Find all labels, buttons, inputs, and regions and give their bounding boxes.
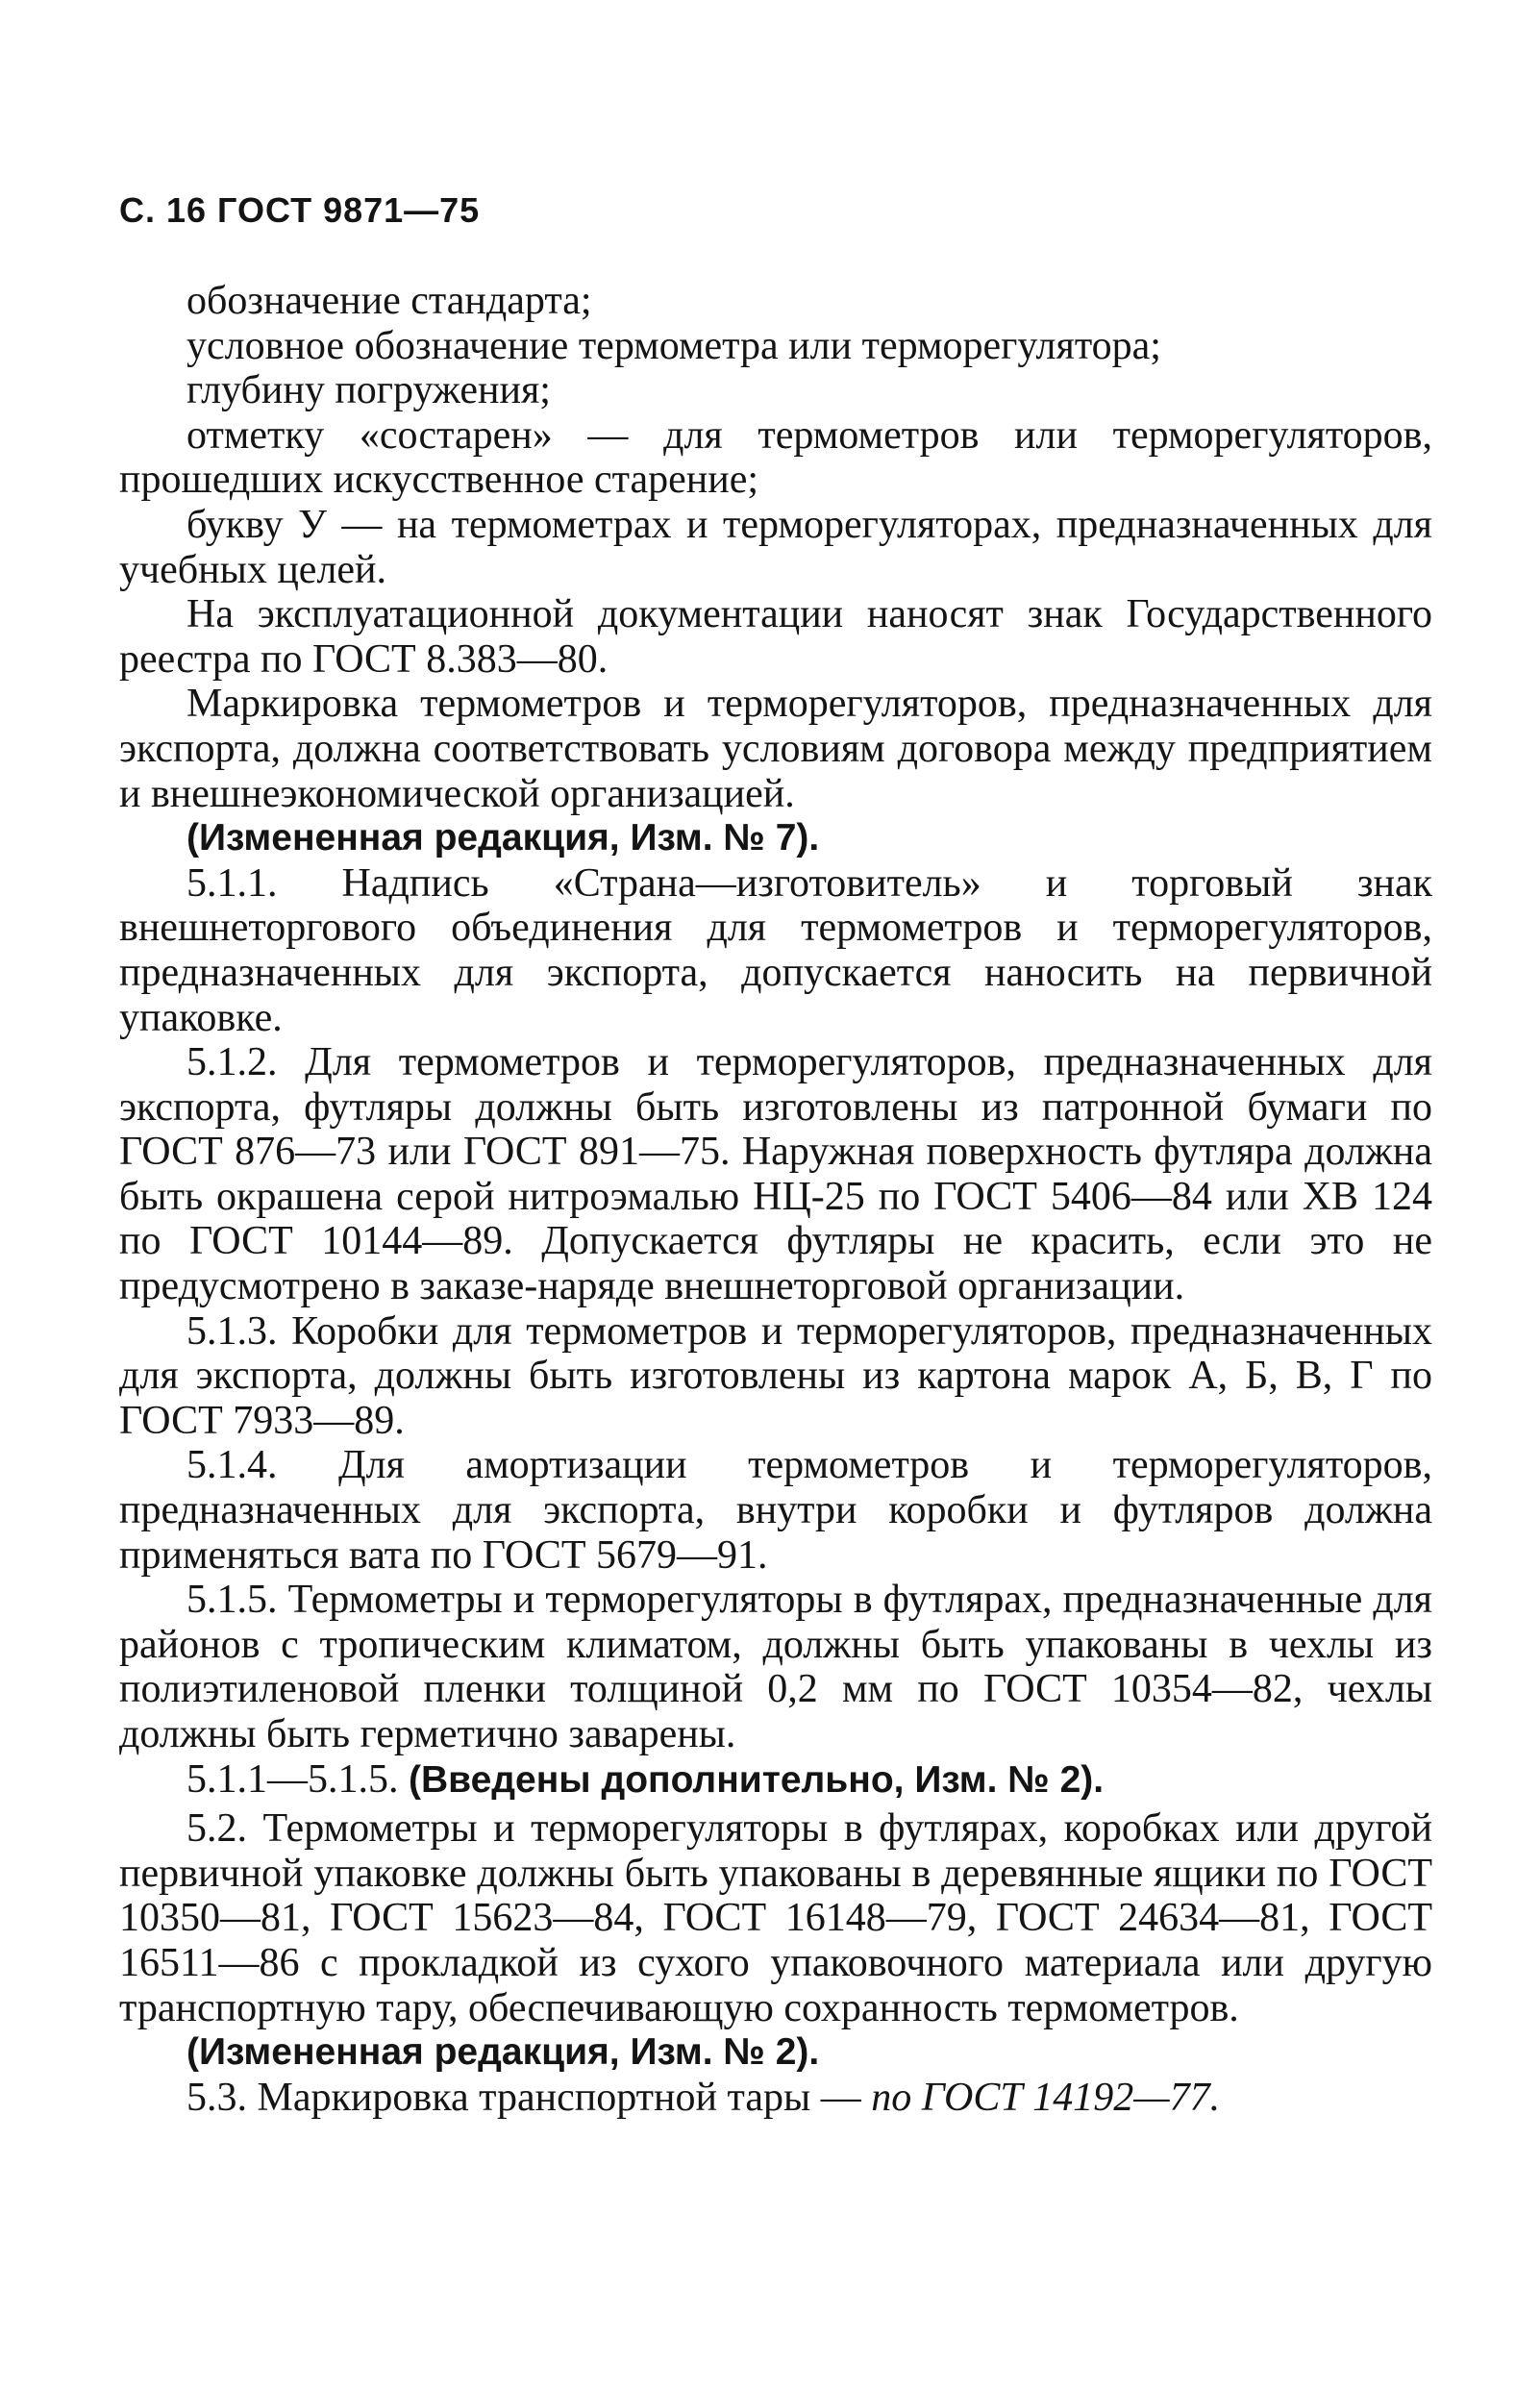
clause-5-1-3: 5.1.3. Коробки для термометров и терморегуляторов, предназначенных для экспорта, должны быть изготовлены из картона марок А, Б, В, Г по ГОСТ 7933—89. [119, 1308, 1432, 1443]
clause-5-1-5: 5.1.5. Термометры и терморегуляторы в футлярах, предназначенные для районов с тропическим климатом, должны быть упакованы в чехлы из полиэтиленовой пленки толщиной 0,2 мм по ГОСТ 10354—82, чехлы должны быть герметично заварены. [119, 1578, 1432, 1756]
body-text [119, 279, 1432, 2120]
amendment-note-2-added: (Введены дополнительно, Изм. № 2). [409, 1758, 1105, 1801]
paragraph-standard-designation: обозначение стандарта; [186, 279, 592, 323]
paragraph-letter-u: букву У — на термометрах и терморегуляторах, предназначенных для учебных целей. [119, 502, 1432, 592]
paragraph-immersion-depth: глубину погружения; [186, 368, 551, 413]
clause-5-1-4: 5.1.4. Для амортизации термометров и терморегуляторов, предназначенных для экспорта, внутри коробки и футляров должна применяться вата по ГОСТ 5679—91. [119, 1443, 1432, 1578]
paragraph-export-marking: Маркировка термометров и терморегуляторов, предназначенных для экспорта, должна соответствовать условиям договора между предприятием и внешнеэкономической организацией. [119, 682, 1432, 816]
clause-range-prefix: 5.1.1—5.1.5. [186, 1756, 409, 1802]
amendment-note-7: (Измененная редакция, Изм. № 7). [186, 817, 820, 859]
paragraph-state-register: На эксплуатационной документации наносят знак Государственного реестра по ГОСТ 8.383—80. [119, 592, 1432, 682]
clause-5-3 [119, 2076, 1432, 2121]
amendment-note-2: (Измененная редакция, Изм. № 2). [186, 2031, 820, 2074]
clause-5-2: 5.2. Термометры и терморегуляторы в футлярах, коробках или другой первичной упаковке должны быть упакованы в деревянные ящики по ГОСТ 10350—81, ГОСТ 15623—84, ГОСТ 16148—79, ГОСТ 24634—81, ГОСТ 16511—86 с прокладкой из сухого упаковочного материала или другую транспортную тару, обеспечивающую сохранность термометров. [119, 1806, 1432, 2030]
clause-range-note [119, 1757, 1432, 1804]
paragraph-conventional-designation: условное обозначение термометра или терморегулятора; [186, 323, 1161, 368]
running-head: С. 16 ГОСТ 9871—75 [119, 190, 481, 230]
paragraph-aged-mark: отметку «состарен» — для термометров или терморегуляторов, прошедших искусственное старение; [119, 412, 1432, 503]
clause-5-3-reference: по ГОСТ 14192—77. [871, 2075, 1221, 2120]
clause-5-3-prefix: 5.3. Маркировка транспортной тары — [186, 2075, 872, 2120]
clause-5-1-1: 5.1.1. Надпись «Страна—изготовитель» и торговый знак внешнеторгового объединения для термометров и терморегуляторов, предназначенных для экспорта, допускается наносить на первичной упаковке. [119, 860, 1432, 1040]
clause-5-1-2: 5.1.2. Для термометров и терморегуляторов, предназначенных для экспорта, футляры должны быть изготовлены из патронной бумаги по ГОСТ 876—73 или ГОСТ 891—75. Наружная поверхность футляра должна быть окрашена серой нитроэмалью НЦ-25 по ГОСТ 5406—84 или ХВ 124 по ГОСТ 10144—89. Допускается футляры не красить, если это не предусмотрено в заказе-наряде внешнеторговой организации. [119, 1040, 1432, 1309]
